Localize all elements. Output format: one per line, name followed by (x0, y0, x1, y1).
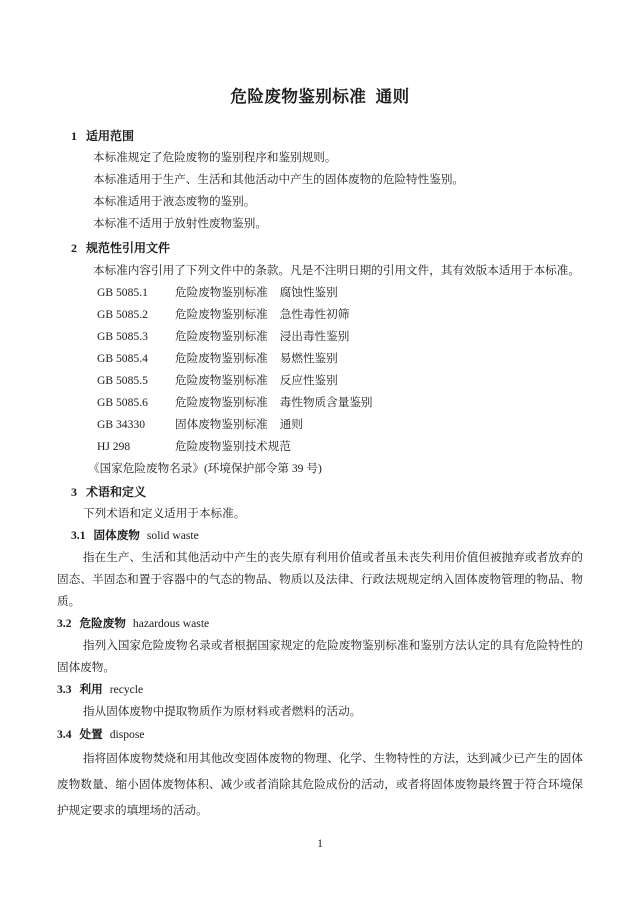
reference-subtitle: 浸出毒性鉴别 (279, 329, 350, 343)
section-3-number: 3 (71, 484, 77, 499)
term-en: solid waste (146, 528, 199, 542)
term-number: 3.2 (57, 617, 72, 631)
section-1-number: 1 (71, 129, 77, 143)
reference-row (97, 282, 583, 304)
paragraph: 下列术语和定义适用于本标准。 (83, 506, 246, 520)
term-3-1-heading (71, 525, 583, 547)
term-definition: 指从固体废物中提取物质作为原材料或者燃料的活动。 (83, 705, 362, 719)
section-1-heading (71, 125, 583, 147)
reference-row (97, 370, 583, 392)
paragraph: 本标准内容引用了下列文件中的条款。凡是不注明日期的引用文件，其有效版本适用于本标准。 (93, 263, 580, 277)
term-zh: 处置 (79, 727, 103, 741)
reference-row (97, 436, 583, 458)
term-en: hazardous waste (132, 617, 210, 631)
reference-row (97, 348, 583, 370)
paragraph: 本标准适用于生产、生活和其他活动中产生的固体废物的危险特性鉴别。 (93, 173, 465, 187)
reference-code: HJ 298 (97, 440, 131, 454)
term-zh: 固体废物 (93, 528, 140, 542)
term-definition: 指在生产、生活和其他活动中产生的丧失原有利用价值或者虽未丧失利用价值但被抛弃或者放弃的固态、半固态和置于容器中的气态的物品、物质以及法律、行政法规规定纳入固体废物管理的物品、物质。 (57, 550, 583, 608)
reference-row (97, 414, 583, 436)
term-number: 3.1 (71, 528, 86, 542)
reference-subtitle: 腐蚀性鉴别 (279, 285, 338, 299)
reference-subtitle: 通则 (279, 418, 303, 432)
reference-code: GB 5085.1 (97, 285, 148, 299)
term-zh: 利用 (79, 683, 103, 697)
paragraph: 本标准不适用于放射性废物鉴别。 (93, 217, 267, 231)
reference-series: 固体废物鉴别标准 (175, 418, 268, 432)
reference-row (97, 304, 583, 326)
term-definition: 指列入国家危险废物名录或者根据国家规定的危险废物鉴别标准和鉴别方法认定的具有危险特性的固体废物。 (57, 639, 583, 675)
reference-series: 危险废物鉴别技术规范 (175, 440, 291, 454)
term-3-4-heading (57, 724, 583, 746)
reference-series: 危险废物鉴别标准 (175, 351, 268, 365)
term-3-2-heading (57, 613, 583, 635)
page-number: 1 (317, 837, 323, 850)
section-3-title: 术语和定义 (86, 484, 147, 499)
reference-series: 危险废物鉴别标准 (175, 307, 268, 321)
term-zh: 危险废物 (79, 617, 126, 631)
reference-code: GB 5085.2 (97, 307, 148, 321)
reference-row (97, 326, 583, 348)
reference-code: GB 5085.3 (97, 329, 148, 343)
section-2-heading (71, 237, 583, 259)
term-definition: 指将固体废物焚烧和用其他改变固体废物的物理、化学、生物特性的方法，达到减少已产生的固体废物数量、缩小固体废物体积、减少或者消除其危险成份的活动，或者将固体废物最终置于符合环境保护规定要求的填埋场的活动。 (57, 751, 583, 817)
section-2-number: 2 (71, 241, 77, 256)
section-2-title: 规范性引用文件 (86, 241, 171, 256)
document-title: 危险废物鉴别标准 通则 (230, 87, 410, 106)
reference-subtitle: 毒性物质含量鉴别 (279, 396, 373, 410)
reference-series: 危险废物鉴别标准 (175, 396, 268, 410)
reference-subtitle: 反应性鉴别 (279, 374, 338, 388)
term-en: dispose (109, 727, 145, 741)
term-number: 3.3 (57, 683, 72, 697)
reference-code: GB 5085.6 (97, 396, 148, 410)
reference-subtitle: 急性毒性初筛 (279, 307, 350, 321)
section-3-heading (71, 481, 583, 503)
reference-subtitle: 易燃性鉴别 (279, 351, 338, 365)
reference-series: 危险废物鉴别标准 (175, 374, 268, 388)
term-number: 3.4 (57, 727, 72, 741)
term-en: recycle (109, 683, 144, 697)
reference-code: GB 34330 (97, 418, 145, 432)
paragraph: 本标准规定了危险废物的鉴别程序和鉴别规则。 (93, 151, 337, 165)
reference-series: 危险废物鉴别标准 (175, 329, 268, 343)
section-1-title: 适用范围 (86, 129, 135, 143)
reference-series: 危险废物鉴别标准 (175, 285, 268, 299)
catalog-note: 《国家危险废物名录》(环境保护部令第 39 号) (88, 462, 322, 476)
paragraph: 本标准适用于液态废物的鉴别。 (93, 195, 256, 209)
reference-row (97, 392, 583, 414)
reference-code: GB 5085.5 (97, 374, 148, 388)
reference-code: GB 5085.4 (97, 351, 148, 365)
term-3-3-heading (57, 679, 583, 701)
